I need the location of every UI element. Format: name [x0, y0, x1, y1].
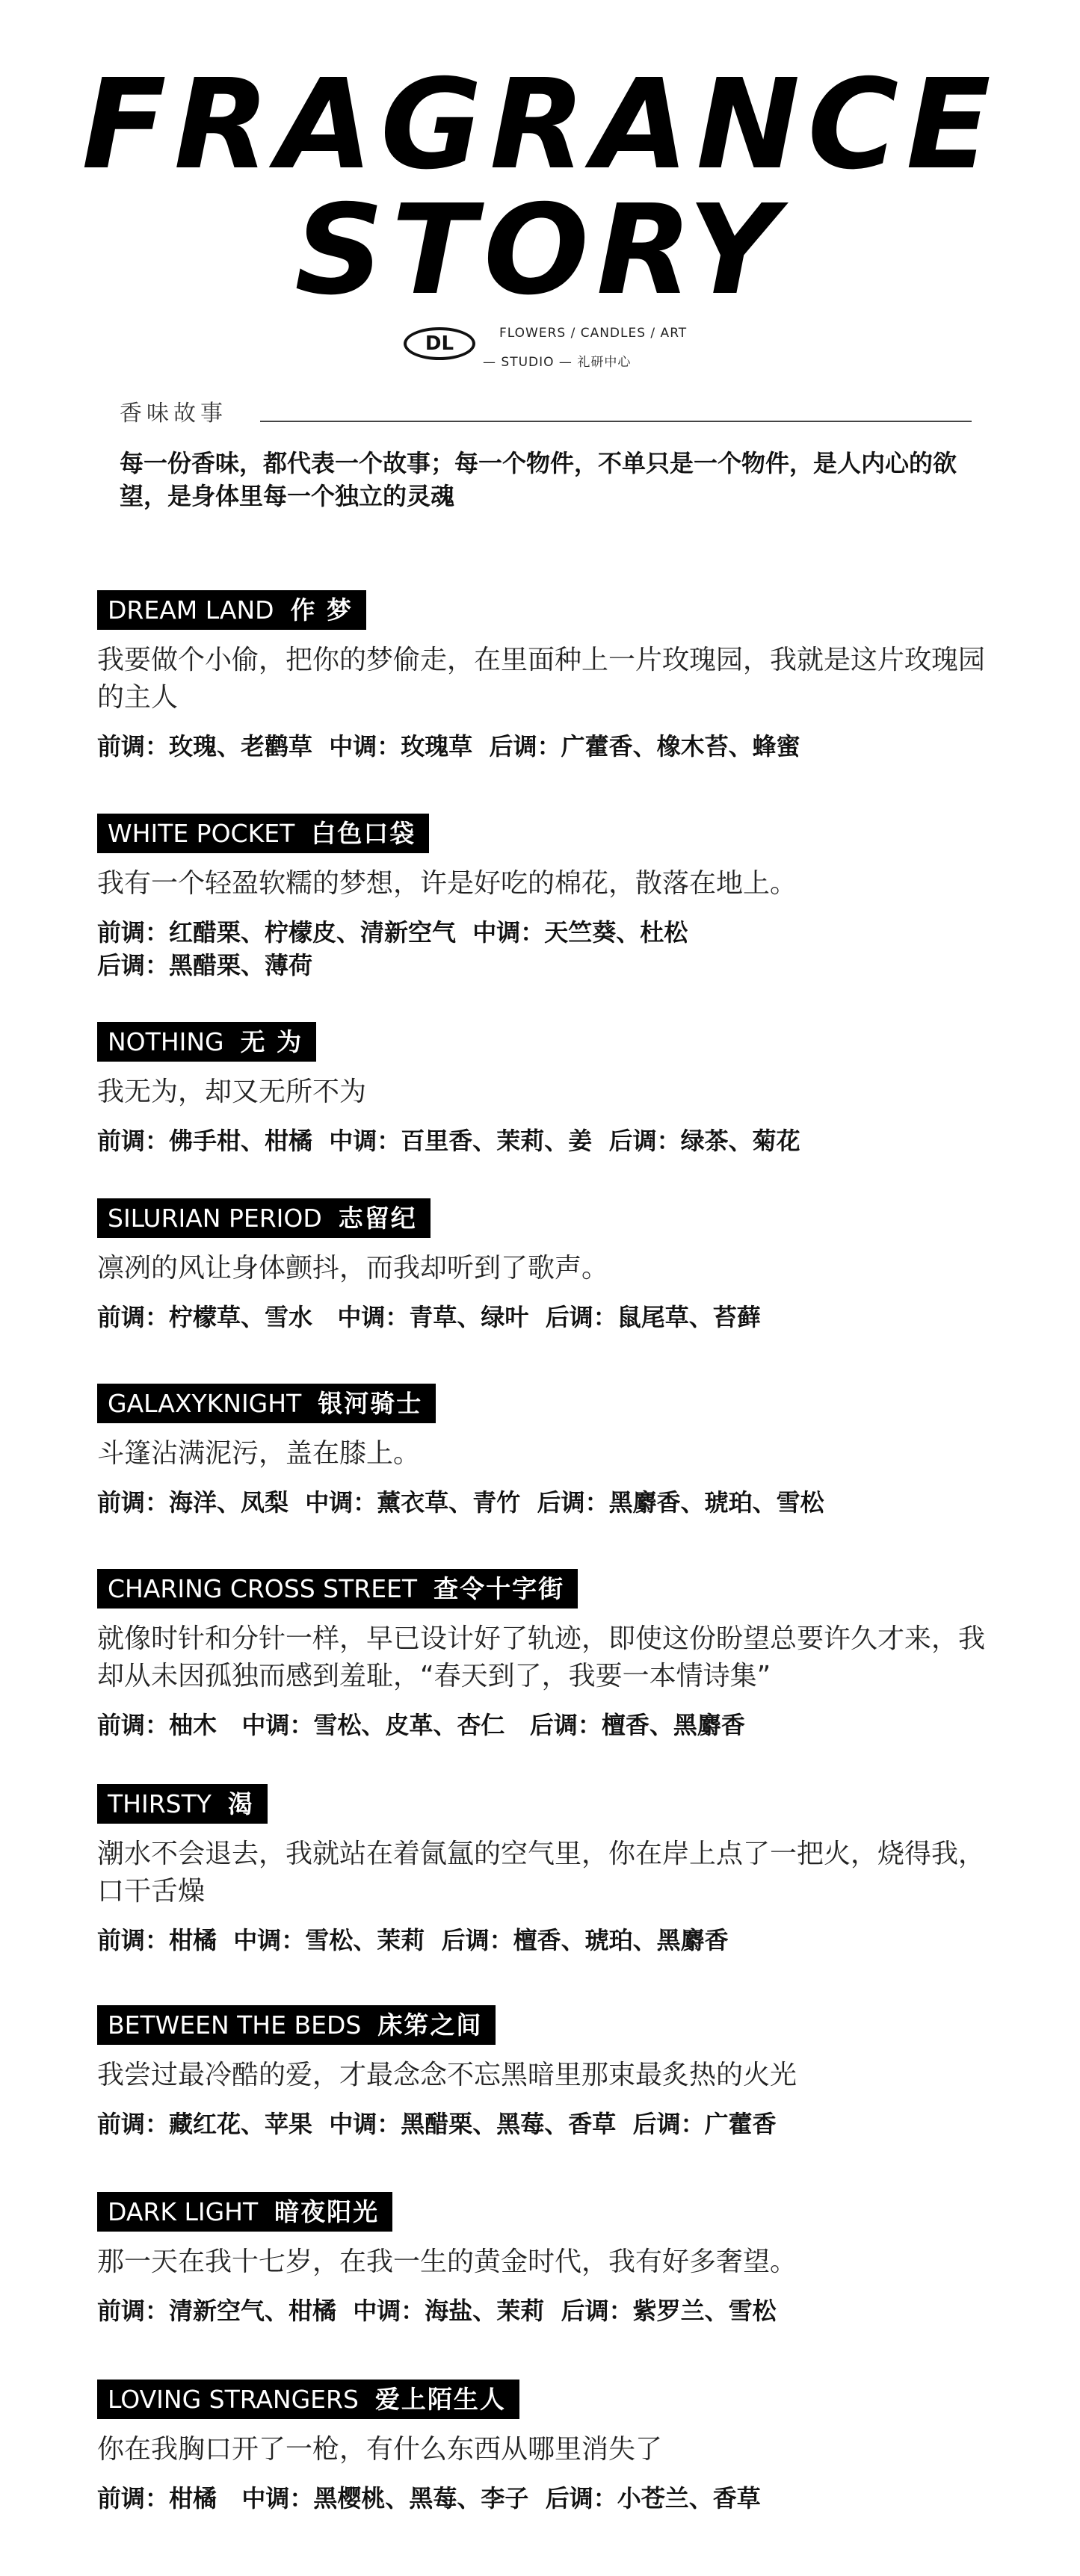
logo-studio-name: — STUDIO — 礼研中心 [483, 355, 632, 370]
fragrance-name-en: SILURIAN PERIOD [108, 1204, 322, 1233]
fragrance-notes: 前调：柠檬草、雪水 中调：青草、绿叶 后调：鼠尾草、苔藓 [97, 1303, 761, 1331]
fragrance-entry [97, 1384, 994, 1519]
fragrance-name-cn: 作 梦 [290, 595, 354, 625]
fragrance-name-cn: 白色口袋 [311, 819, 416, 848]
fragrance-name-en: THIRSTY [108, 1789, 212, 1818]
fragrance-entry [97, 1022, 994, 1157]
fragrance-name-tag [97, 2192, 392, 2232]
fragrance-description: 你在我胸口开了一枪，有什么东西从哪里消失了 [97, 2434, 663, 2465]
fragrance-entry [97, 814, 994, 982]
fragrance-entry [97, 1569, 994, 1741]
fragrance-name-en: DARK LIGHT [108, 2197, 259, 2226]
fragrance-name-cn: 查令十字街 [433, 1574, 565, 1603]
fragrance-name-cn: 床笫之间 [377, 2010, 483, 2040]
fragrance-name-tag [97, 590, 366, 630]
fragrance-name-tag [97, 2005, 496, 2045]
fragrance-name-cn: 无 为 [240, 1027, 303, 1056]
fragrance-notes: 前调：海洋、凤梨 中调：薰衣草、青竹 后调：黑麝香、琥珀、雪松 [97, 1488, 824, 1517]
section-label: 香味故事 [120, 400, 227, 427]
fragrance-name-tag [97, 1384, 436, 1423]
fragrance-name-cn: 银河骑士 [318, 1389, 423, 1418]
fragrance-notes: 前调：佛手柑、柑橘 中调：百里香、茉莉、姜 后调：绿茶、菊花 [97, 1127, 800, 1155]
fragrance-notes: 前调：柑橘 中调：黑樱桃、黑莓、李子 后调：小苍兰、香草 [97, 2484, 761, 2512]
fragrance-name-en: CHARING CROSS STREET [108, 1574, 418, 1603]
fragrance-name-cn: 渴 [227, 1789, 254, 1818]
fragrance-entry [97, 2380, 994, 2515]
section-header [120, 394, 972, 427]
fragrance-entry [97, 1198, 994, 1334]
fragrance-description: 我要做个小偷，把你的梦偷走，在里面种上一片玫瑰园，我就是这片玫瑰园的主人 [97, 645, 986, 713]
fragrance-name-en: GALAXYKNIGHT [108, 1389, 302, 1418]
fragrance-notes: 前调：藏红花、苹果 中调：黑醋栗、黑莓、香草 后调：广藿香 [97, 2110, 777, 2138]
fragrance-name-tag [97, 1784, 268, 1824]
section-divider [260, 421, 972, 422]
fragrance-name-en: LOVING STRANGERS [108, 2385, 359, 2414]
fragrance-name-tag [97, 1569, 578, 1609]
fragrance-description: 就像时针和分针一样，早已设计好了轨迹，即使这份盼望总要许久才来，我却从未因孤独而感到羞耻，“春天到了，我要一本情诗集” [97, 1623, 986, 1691]
fragrance-description: 斗篷沾满泥污，盖在膝上。 [97, 1438, 421, 1469]
fragrance-entry [97, 1784, 994, 1957]
fragrance-name-tag [97, 2380, 519, 2419]
fragrance-name-en: DREAM LAND [108, 595, 274, 625]
fragrance-description: 那一天在我十七岁，在我一生的黄金时代，我有好多奢望。 [97, 2247, 797, 2277]
fragrance-name-cn: 暗夜阳光 [274, 2197, 380, 2226]
fragrance-name-tag [97, 1022, 316, 1062]
logo-tagline: FLOWERS / CANDLES / ART [499, 326, 688, 341]
fragrance-description: 我有一个轻盈软糯的梦想，许是好吃的棉花，散落在地上。 [97, 868, 797, 899]
fragrance-name-cn: 志留纪 [338, 1204, 417, 1233]
page-title-line1: FRAGRANCE [81, 53, 999, 197]
dl-logo-mark: DL [404, 327, 475, 360]
fragrance-name-cn: 爱上陌生人 [374, 2385, 506, 2414]
page-title-line2: STORY [294, 179, 786, 323]
fragrance-name-en: NOTHING [108, 1027, 224, 1056]
intro-paragraph: 每一份香味，都代表一个故事；每一个物件，不单只是一个物件，是人内心的欲望，是身体里每一个独立的灵魂 [120, 449, 957, 510]
fragrance-name-tag [97, 814, 429, 853]
fragrance-entry [97, 590, 994, 763]
fragrance-notes: 前调：清新空气、柑橘 中调：海盐、茉莉 后调：紫罗兰、雪松 [97, 2297, 777, 2325]
studio-logo [404, 323, 718, 375]
fragrance-description: 凛冽的风让身体颤抖，而我却听到了歌声。 [97, 1253, 609, 1284]
fragrance-notes: 前调：柑橘 中调：雪松、茉莉 后调：檀香、琥珀、黑麝香 [97, 1926, 729, 1954]
fragrance-notes: 前调：柚木 中调：雪松、皮革、杏仁 后调：檀香、黑麝香 [97, 1711, 745, 1739]
fragrance-entry [97, 2005, 994, 2140]
fragrance-description: 我尝过最冷酷的爱，才最念念不忘黑暗里那束最炙热的火光 [97, 2060, 797, 2090]
fragrance-notes: 前调：玫瑰、老鹳草 中调：玫瑰草 后调：广藿香、橡木苔、蜂蜜 [97, 732, 800, 761]
fragrance-name-tag [97, 1198, 431, 1238]
fragrance-notes: 前调：红醋栗、柠檬皮、清新空气 中调：天竺葵、杜松 后调：黑醋栗、薄荷 [97, 918, 688, 979]
fragrance-description: 潮水不会退去，我就站在着氤氲的空气里，你在岸上点了一把火，烧得我，口干舌燥 [97, 1839, 986, 1907]
fragrance-description: 我无为，却又无所不为 [97, 1077, 367, 1107]
fragrance-entry [97, 2192, 994, 2327]
fragrance-name-en: WHITE POCKET [108, 819, 295, 848]
fragrance-name-en: BETWEEN THE BEDS [108, 2010, 362, 2040]
